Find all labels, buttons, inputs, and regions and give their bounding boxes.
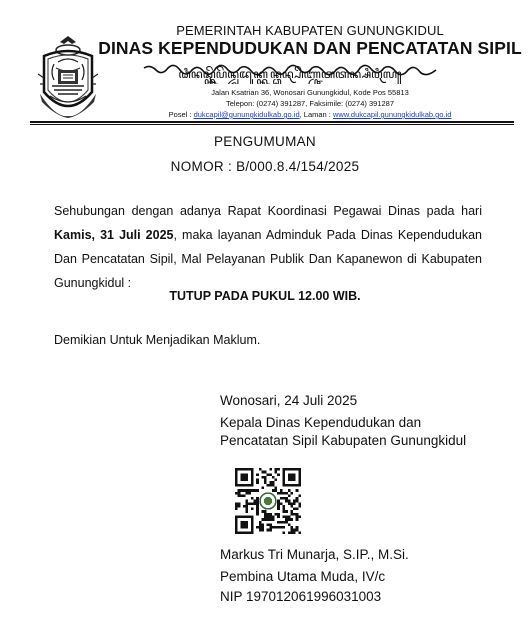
javanese-script-text: ꦣꦶꦤꦱ꧀ꦏꦼꦥꦼꦤ꧀ꦢꦸꦢꦸꦏ꧀ꦏꦤ꧀ꦣꦤ꧀ꦥꦼꦚ꧀ꦕꦠꦠꦤ꧀ꦱꦶꦥꦶꦭ꧀ (178, 67, 402, 81)
announcement-number: NOMOR : B/000.8.4/154/2025 (170, 159, 360, 174)
digital-signature-qr-code (235, 468, 301, 534)
body-intro: Sehubungan dengan adanya Rapat Koordinasi Pegawai Dinas pada hari (54, 204, 482, 218)
announcement-body (54, 199, 482, 295)
department-name: DINAS KEPENDUDUKAN DAN PENCATATAN SIPIL (98, 38, 522, 58)
closed-notice: TUTUP PADA PUKUL 12.00 WIB. (169, 289, 361, 303)
email-label: Posel : (168, 110, 194, 119)
signatory-nip: NIP 197012061996031003 (220, 589, 382, 604)
letterhead-divider-thick (30, 121, 514, 123)
government-name: PEMERINTAH KABUPATEN GUNUNGKIDUL (176, 23, 444, 38)
letterhead-divider-thin (30, 124, 514, 125)
signatory-name: Markus Tri Munarja, S.IP., M.Si. (220, 547, 409, 562)
phone-line: Telepon: (0274) 391287, Faksimile: (0274) 391287 (225, 99, 395, 108)
closing-statement: Demikian Untuk Menjadikan Maklum. (54, 333, 261, 347)
signatory-rank: Pembina Utama Muda, IV/c (220, 569, 386, 584)
javanese-script-line (140, 62, 440, 84)
address-line: Jalan Ksatrian 36, Wonosari Gunungkidul, Kode Pos 55813 (211, 88, 409, 97)
meeting-date: Kamis, 31 Juli 2025 (54, 228, 174, 242)
website-link[interactable]: www.dukcapil.gunungkidulkab.go.id (332, 110, 452, 119)
announcement-title: PENGUMUMAN (213, 134, 316, 149)
signatory-position-line-1: Kepala Dinas Kependudukan dan (220, 415, 422, 430)
web-label: , Laman : (299, 110, 333, 119)
signatory-position-line-2: Pencatatan Sipil Kabupaten Gunungkidul (220, 433, 467, 448)
email-link[interactable]: dukcapil@gunungkidulkab.go.id (193, 110, 300, 119)
place-and-date: Wonosari, 24 Juli 2025 (220, 393, 358, 408)
body-rest: , maka layanan Adminduk Pada Dinas Kependudukan Dan Pencatatan Sipil, Mal Pelayanan Publik Dan Kapanewon di Kabupaten Gunungkidul : (54, 228, 482, 290)
contact-line (90, 110, 530, 119)
